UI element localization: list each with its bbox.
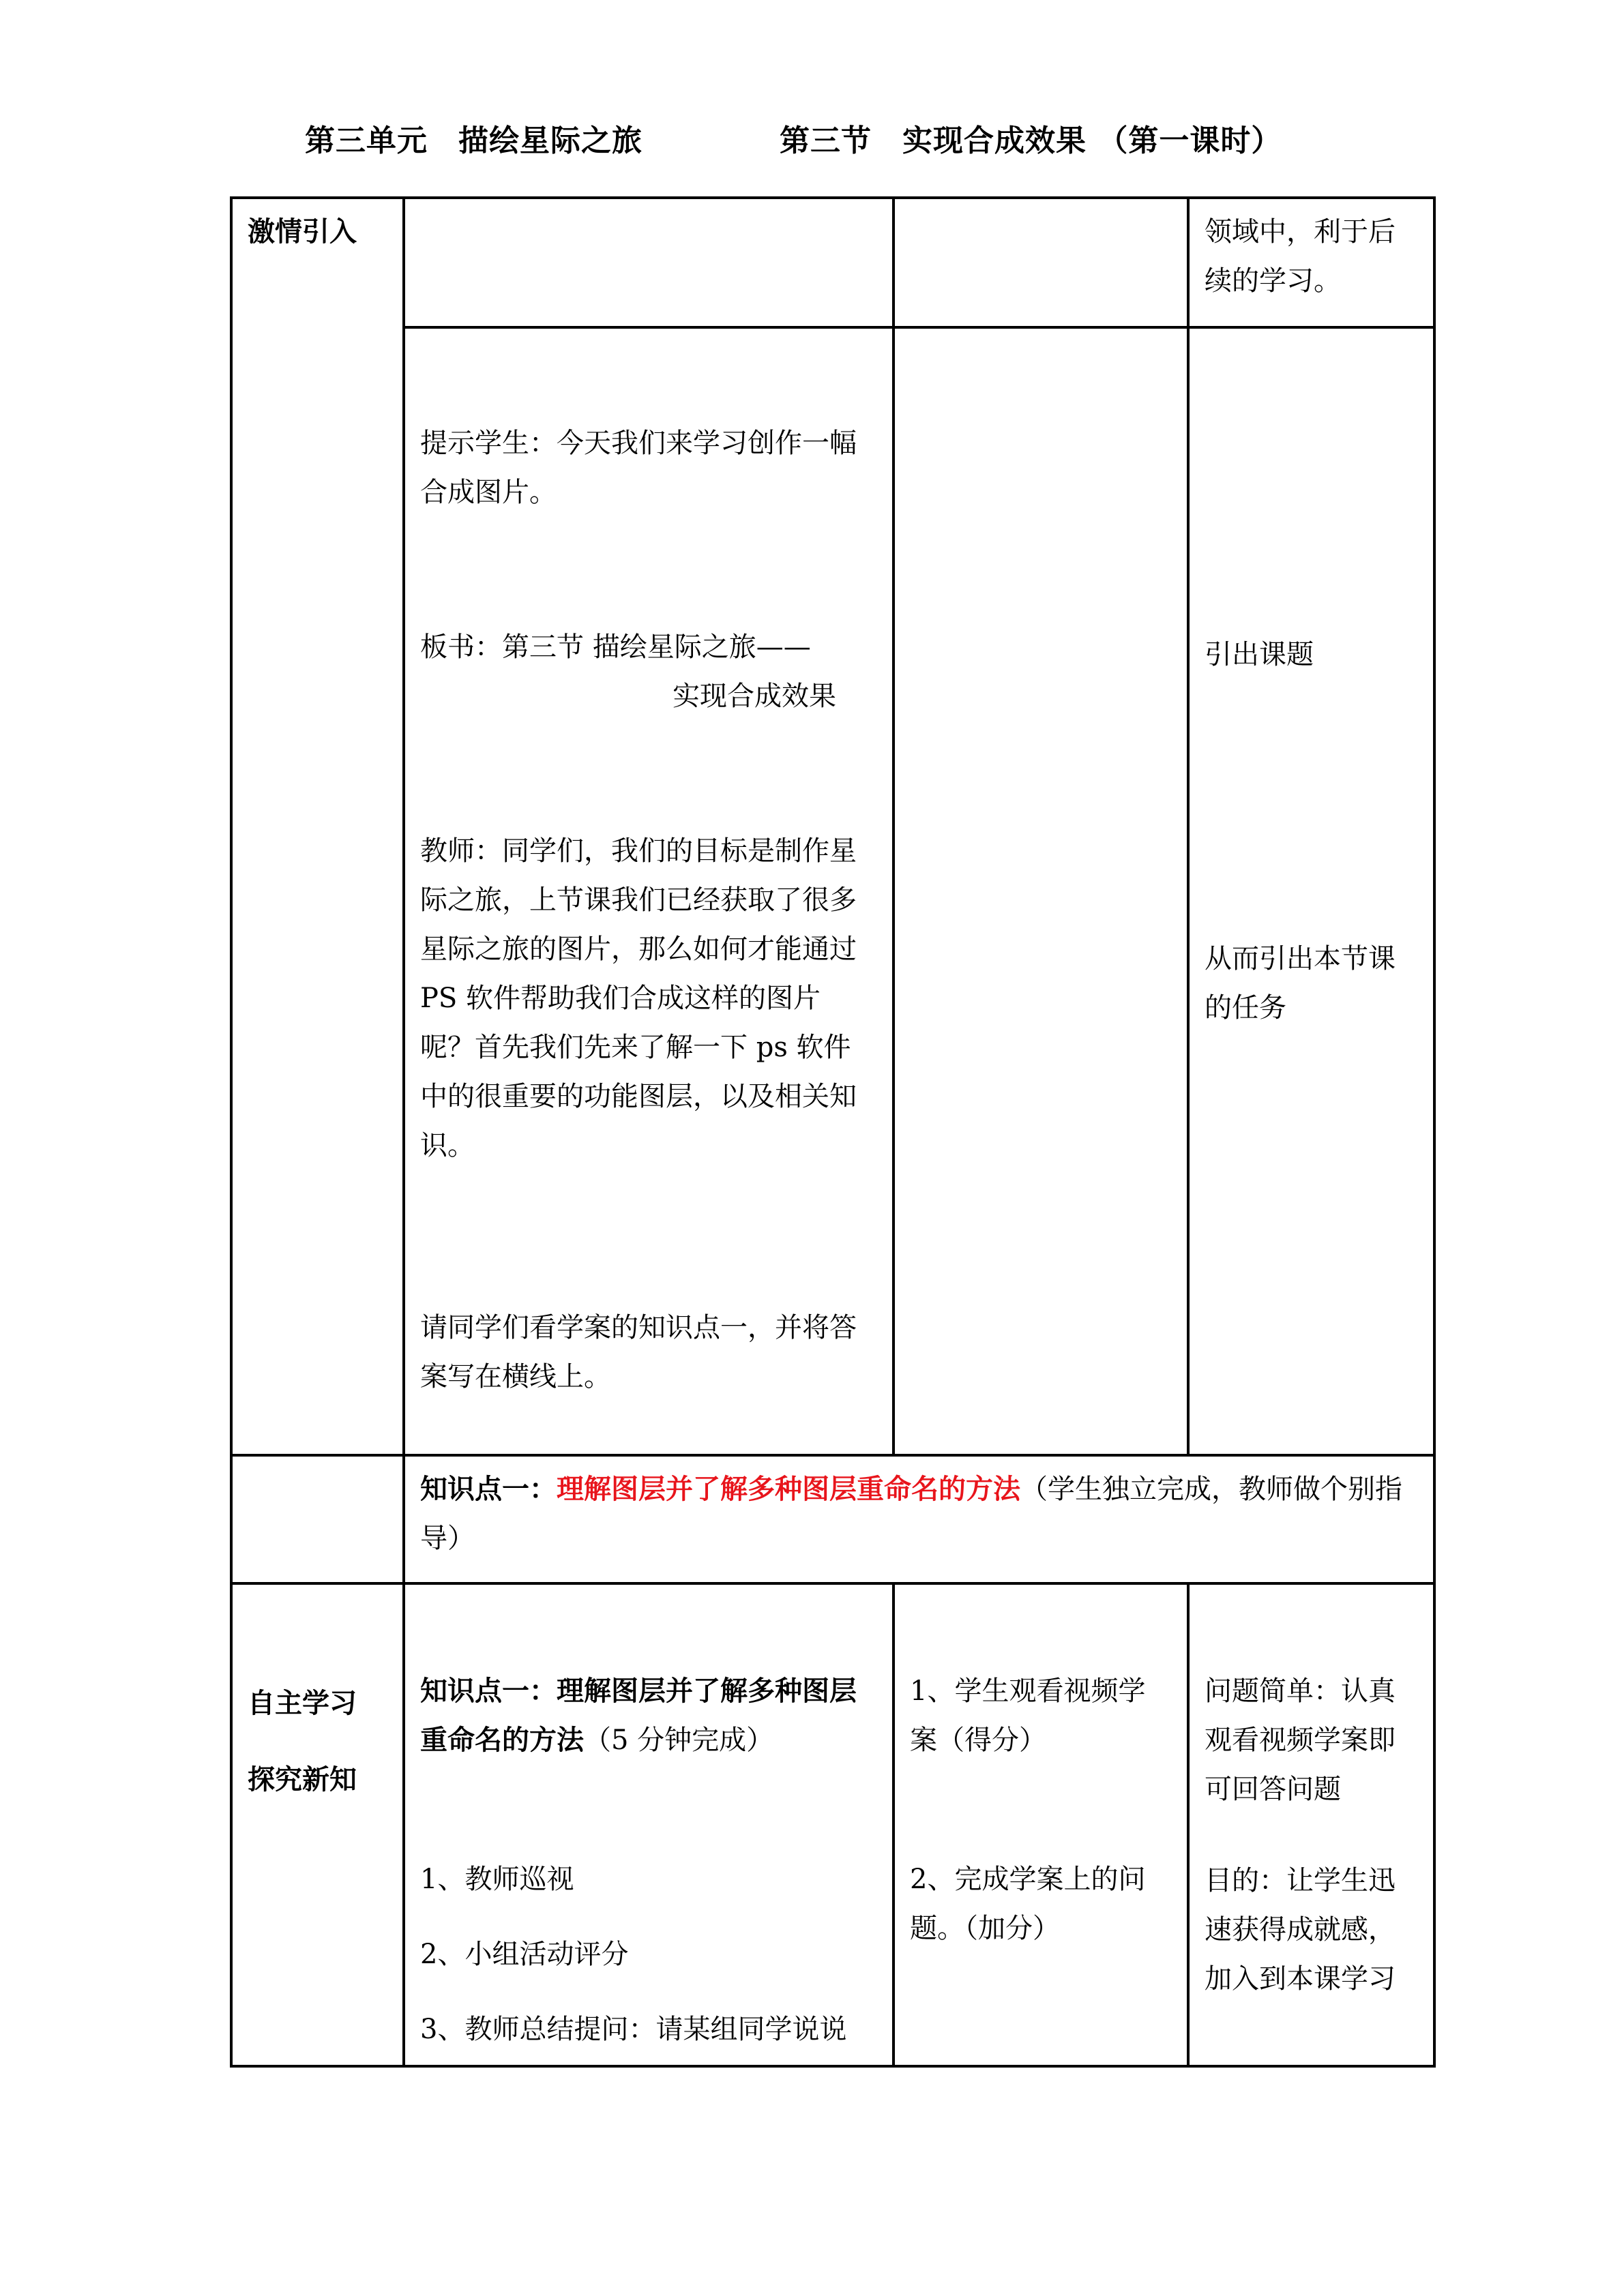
kp-heading: 知识点一：理解图层并了解多种图层重命名的方法: [420, 1675, 857, 1756]
intent-line: 从而引出本节课: [1205, 943, 1396, 974]
page-header: [0, 116, 1624, 157]
text-line: 案写在横线上。: [420, 1361, 611, 1392]
board-line: [420, 623, 877, 672]
stage-label-text: 激情引入: [248, 215, 357, 248]
student-activity-cell: [894, 1583, 1188, 2066]
text-line: 提示学生：今天我们来学习创作一幅: [420, 428, 857, 459]
student-activity-cell: [894, 198, 1188, 327]
student-activity-cell: [894, 327, 1188, 1455]
text-line: 中的很重要的功能图层，以及相关知: [420, 1081, 857, 1112]
text-line: 识。: [420, 1130, 475, 1161]
lesson-plan-table: [230, 196, 1436, 2068]
intent-text: 问题简单：认真观看视频学案即可回答问题: [1205, 1675, 1396, 1805]
teacher-activity-cell: [404, 1583, 894, 2066]
knowledge-point-banner: [404, 1455, 1434, 1583]
design-intent-cell: [1188, 198, 1434, 327]
text-line: 星际之旅的图片，那么如何才能通过: [420, 934, 857, 965]
stage-label-line: 自主学习: [248, 1687, 357, 1719]
list-item: 2、小组活动评分: [420, 1939, 629, 1970]
list-item: 3、教师总结提问：请某组同学说说: [420, 2014, 847, 2045]
stage-label-explore: [231, 1583, 404, 2066]
table-row: [231, 198, 1434, 327]
list-item: 1、教师巡视: [420, 1864, 574, 1895]
stage-label-intro: [231, 198, 404, 1455]
intent-text: 目的：让学生迅速获得成就感，加入到本课学习: [1205, 1865, 1396, 1995]
text-line: 教师：同学们，我们的目标是制作星: [420, 835, 857, 867]
teacher-activity-cell: [404, 327, 894, 1455]
teacher-activity-cell: [404, 198, 894, 327]
intent-line: 的任务: [1205, 992, 1286, 1024]
intent-line: 续的学习。: [1205, 265, 1341, 297]
text-line: 合成图片。: [420, 477, 557, 508]
intent-line: 引出课题: [1205, 639, 1314, 670]
intent-line: 领域中，利于后: [1205, 216, 1396, 248]
design-intent-cell: [1188, 1583, 1434, 2066]
text-line: 呢？首先我们先来了解一下 ps 软件: [420, 1032, 851, 1063]
unit-title: 第三单元 描绘星际之旅: [305, 123, 643, 158]
section-title: 第三节 实现合成效果 （第一课时）: [780, 123, 1282, 158]
table-row: [231, 327, 1434, 1455]
text-line: PS 软件帮助我们合成这样的图片: [420, 983, 821, 1014]
list-item: 1、学生观看视频学案（得分）: [910, 1675, 1146, 1756]
text-line: 请同学们看学案的知识点一，并将答: [420, 1312, 857, 1343]
list-item: 2、完成学案上的问题。（加分）: [910, 1864, 1146, 1944]
table-row: [231, 1583, 1434, 2066]
kp-title: 理解图层并了解多种图层重命名的方法: [557, 1473, 1020, 1505]
board-text: 第三节 描绘星际之旅——: [502, 631, 811, 663]
board-line-2: 实现合成效果: [673, 681, 836, 712]
board-label: 板书：: [420, 631, 502, 663]
table-row: [231, 1455, 1434, 1583]
kp-time: （5 分钟完成）: [584, 1725, 774, 1756]
design-intent-cell: [1188, 327, 1434, 1455]
kp-prefix: 知识点一：: [420, 1473, 557, 1505]
stage-label-empty: [231, 1455, 404, 1583]
kp-note: （学生独立完成，教师做个别指导）: [420, 1474, 1402, 1554]
stage-label-line: 探究新知: [248, 1763, 357, 1795]
text-line: 际之旅，上节课我们已经获取了很多: [420, 884, 857, 916]
